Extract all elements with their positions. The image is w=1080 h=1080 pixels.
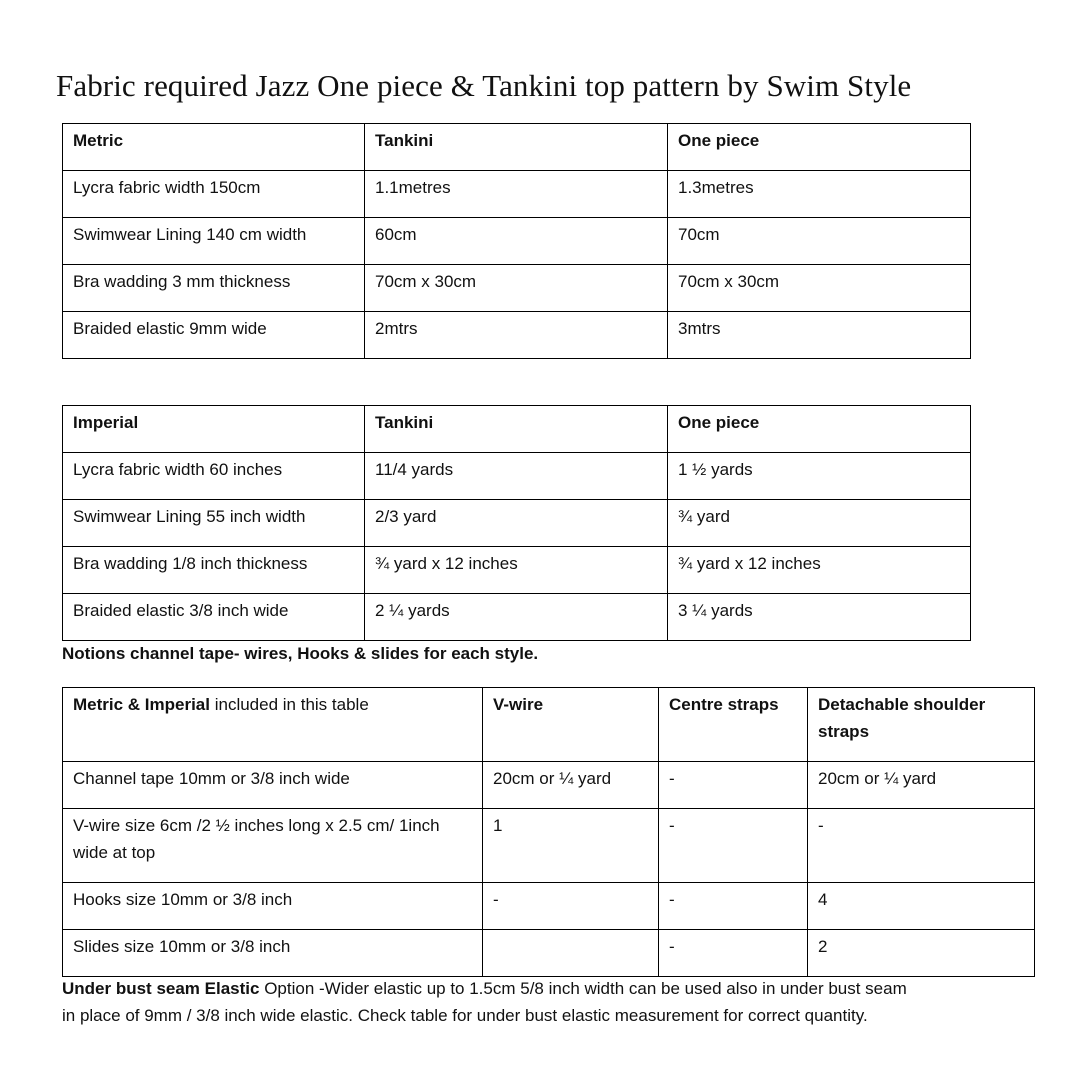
table-cell: 3 ¼ yards xyxy=(668,594,971,641)
table-cell: - xyxy=(659,809,808,883)
notions-table xyxy=(62,687,1035,977)
table-header-row xyxy=(63,124,971,171)
footer-line-2-text: in place of 9mm / 3/8 inch wide elastic. Check table for under bust elastic measurement for correct quantity. xyxy=(62,1006,868,1025)
table-row xyxy=(63,762,1035,809)
header-cell xyxy=(63,688,483,762)
table-cell: 1 xyxy=(483,809,659,883)
header-cell: One piece xyxy=(668,406,971,453)
table-cell: 20cm or ¼ yard xyxy=(808,762,1035,809)
header-cell: Centre straps xyxy=(659,688,808,762)
table-cell: ¾ yard x 12 inches xyxy=(668,547,971,594)
table-cell: - xyxy=(659,762,808,809)
header-cell: Metric xyxy=(63,124,365,171)
header-cell: Tankini xyxy=(365,406,668,453)
table-cell: Hooks size 10mm or 3/8 inch xyxy=(63,883,483,930)
table-cell: 70cm x 30cm xyxy=(365,265,668,312)
table-cell: Slides size 10mm or 3/8 inch xyxy=(63,930,483,977)
table-cell: 1.1metres xyxy=(365,171,668,218)
table-cell: Braided elastic 3/8 inch wide xyxy=(63,594,365,641)
table-cell: Swimwear Lining 55 inch width xyxy=(63,500,365,547)
notions-heading-text: Notions channel tape- wires, Hooks & slides for each style. xyxy=(62,644,539,663)
table-cell: 70cm xyxy=(668,218,971,265)
table-cell: 60cm xyxy=(365,218,668,265)
table-cell: 2 xyxy=(808,930,1035,977)
table-cell: 3mtrs xyxy=(668,312,971,359)
table-cell: 11/4 yards xyxy=(365,453,668,500)
table-cell: 2 ¼ yards xyxy=(365,594,668,641)
table-cell: V-wire size 6cm /2 ½ inches long x 2.5 cm/ 1inch wide at top xyxy=(63,809,483,883)
table-cell: - xyxy=(808,809,1035,883)
table-row xyxy=(63,809,1035,883)
table-cell: Channel tape 10mm or 3/8 inch wide xyxy=(63,762,483,809)
table-row xyxy=(63,218,971,265)
table-cell: 2mtrs xyxy=(365,312,668,359)
table-cell: 20cm or ¼ yard xyxy=(483,762,659,809)
table-cell: Lycra fabric width 60 inches xyxy=(63,453,365,500)
footer-line-2 xyxy=(62,1002,868,1029)
page-title: Fabric required Jazz One piece & Tankini top pattern by Swim Style xyxy=(56,68,912,103)
table-cell: 1.3metres xyxy=(668,171,971,218)
table-row xyxy=(63,594,971,641)
footer-line-1 xyxy=(62,975,907,1002)
footer-bold-text: Under bust seam Elastic xyxy=(62,979,260,998)
table-cell: Braided elastic 9mm wide xyxy=(63,312,365,359)
table-cell: 4 xyxy=(808,883,1035,930)
table-cell: Lycra fabric width 150cm xyxy=(63,171,365,218)
table-cell: 1 ½ yards xyxy=(668,453,971,500)
table-cell: - xyxy=(659,883,808,930)
table-cell: - xyxy=(659,930,808,977)
imperial-table xyxy=(62,405,971,641)
notions-heading xyxy=(62,640,538,667)
header-cell: Detachable shoulder straps xyxy=(808,688,1035,762)
header-cell: One piece xyxy=(668,124,971,171)
table-header-row xyxy=(63,688,1035,762)
table-row xyxy=(63,171,971,218)
metric-table xyxy=(62,123,971,359)
header-bold-text: Metric & Imperial xyxy=(73,695,210,714)
table-cell: 70cm x 30cm xyxy=(668,265,971,312)
header-cell: Tankini xyxy=(365,124,668,171)
table-header-row xyxy=(63,406,971,453)
header-cell: V-wire xyxy=(483,688,659,762)
table-cell: - xyxy=(483,883,659,930)
table-row xyxy=(63,453,971,500)
table-row xyxy=(63,500,971,547)
table-row xyxy=(63,547,971,594)
table-row xyxy=(63,265,971,312)
table-row xyxy=(63,930,1035,977)
table-row xyxy=(63,312,971,359)
table-cell xyxy=(483,930,659,977)
header-cell: Imperial xyxy=(63,406,365,453)
table-cell: Bra wadding 3 mm thickness xyxy=(63,265,365,312)
table-cell: Bra wadding 1/8 inch thickness xyxy=(63,547,365,594)
header-rest-text: included in this table xyxy=(210,695,369,714)
table-cell: ¾ yard xyxy=(668,500,971,547)
table-cell: ¾ yard x 12 inches xyxy=(365,547,668,594)
table-cell: 2/3 yard xyxy=(365,500,668,547)
footer-line-1-text: Option -Wider elastic up to 1.5cm 5/8 inch width can be used also in under bust seam xyxy=(259,979,907,998)
table-cell: Swimwear Lining 140 cm width xyxy=(63,218,365,265)
table-row xyxy=(63,883,1035,930)
